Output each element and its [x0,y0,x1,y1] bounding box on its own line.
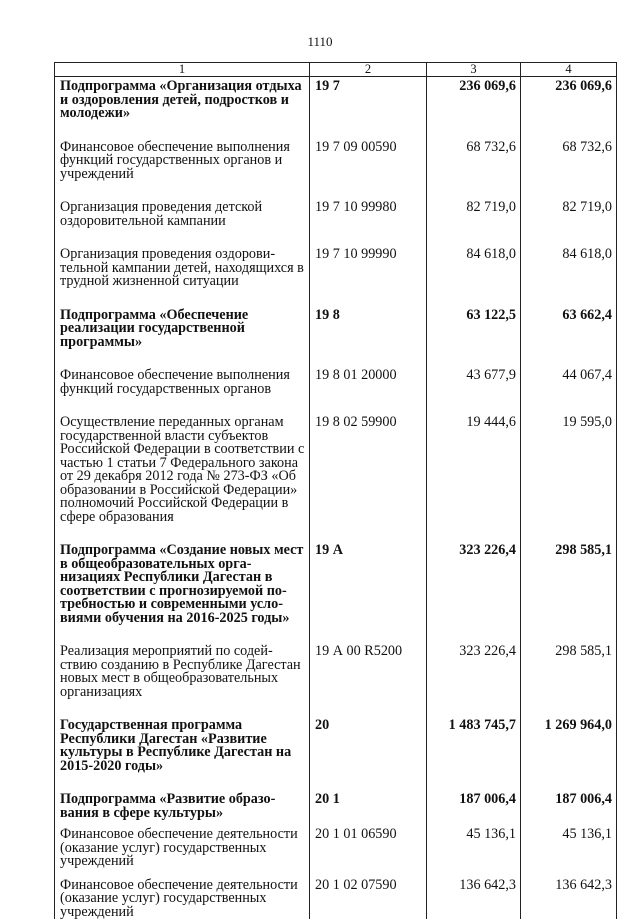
row-code-cell: 19 7 [310,77,427,141]
row-value-2019-cell: 63 122,5 [427,309,521,370]
row-value-2019-cell: 1 483 745,7 [427,719,521,793]
row-code-cell: 19 8 02 59900 [310,416,427,544]
row-name-cell: Финансовое обеспечение деятельности (оказание услуг) государственных учреждений [55,828,310,879]
page-number: 1110 [307,34,333,49]
row-name-cell: Организация проведения детской оздоровительной кампании [55,201,310,248]
budget-table-container [54,62,616,919]
row-name-cell: Подпрограмма «Создание новых мест в общеобразовательных организациях Республики Дагестан в соответствии с прогнозируемой потребностью и современными условиями обучения на 2016-2025 годы» [55,544,310,645]
row-value-2020-cell: 19 595,0 [521,416,617,544]
row-value-2020-cell: 236 069,6 [521,77,617,141]
row-value-2020-cell: 298 585,1 [521,645,617,719]
table-row [55,77,617,141]
table-row [55,544,617,645]
row-value-2020-cell: 298 585,1 [521,544,617,645]
table-row [55,645,617,719]
table-row [55,309,617,370]
row-code-cell: 19 А 00 R5200 [310,645,427,719]
row-value-2020-cell: 136 642,3 [521,879,617,920]
row-name-cell: Подпрограмма «Организация отдыха и оздоровления детей, подростков и молодежи» [55,77,310,141]
table-row [55,719,617,793]
row-value-2020-cell: 1 269 964,0 [521,719,617,793]
row-value-2019-cell: 136 642,3 [427,879,521,920]
table-row [55,793,617,828]
row-value-2019-cell: 68 732,6 [427,141,521,202]
row-value-2020-cell: 84 618,0 [521,248,617,309]
row-value-2019-cell: 43 677,9 [427,369,521,416]
column-header-1: 1 [55,63,310,77]
row-value-2020-cell: 44 067,4 [521,369,617,416]
table-body [55,77,617,920]
table-row [55,201,617,248]
row-code-cell: 19 8 [310,309,427,370]
row-code-cell: 20 1 02 07590 [310,879,427,920]
row-name-cell: Подпрограмма «Обеспечение реализации государственной программы» [55,309,310,370]
table-row [55,369,617,416]
row-name-cell: Реализация мероприятий по содействию созданию в Республике Дагестан новых мест в общеобразовательных организациях [55,645,310,719]
row-code-cell: 20 1 [310,793,427,828]
row-name-cell: Подпрограмма «Развитие образования в сфере культуры» [55,793,310,828]
column-header-4: 4 [521,63,617,77]
row-code-cell: 19 7 10 99980 [310,201,427,248]
row-value-2020-cell: 187 006,4 [521,793,617,828]
row-name-cell: Финансовое обеспечение выполнения функций государственных органов [55,369,310,416]
row-value-2020-cell: 63 662,4 [521,309,617,370]
table-row [55,248,617,309]
row-value-2020-cell: 82 719,0 [521,201,617,248]
row-code-cell: 19 7 10 99990 [310,248,427,309]
row-value-2020-cell: 68 732,6 [521,141,617,202]
table-row [55,416,617,544]
row-code-cell: 20 [310,719,427,793]
table-header [55,63,617,77]
row-code-cell: 19 7 09 00590 [310,141,427,202]
row-name-cell: Осуществление переданных органам государственной власти субъектов Российской Федерации в соответствии с частью 1 статьи 7 Федерального закона от 29 декабря 2012 года № 273-ФЗ «Об образовании в Российской Федерации» полномочий Российской Федерации в сфере образования [55,416,310,544]
row-code-cell: 20 1 01 06590 [310,828,427,879]
row-value-2019-cell: 236 069,6 [427,77,521,141]
column-header-2: 2 [310,63,427,77]
row-value-2019-cell: 84 618,0 [427,248,521,309]
row-code-cell: 19 А [310,544,427,645]
row-name-cell: Финансовое обеспечение выполнения функций государственных органов и учреждений [55,141,310,202]
table-row [55,879,617,920]
row-value-2019-cell: 323 226,4 [427,645,521,719]
row-value-2019-cell: 45 136,1 [427,828,521,879]
row-value-2019-cell: 19 444,6 [427,416,521,544]
table-row [55,828,617,879]
row-code-cell: 19 8 01 20000 [310,369,427,416]
budget-table [54,62,617,919]
row-value-2019-cell: 323 226,4 [427,544,521,645]
column-header-3: 3 [427,63,521,77]
row-value-2020-cell: 45 136,1 [521,828,617,879]
row-name-cell: Организация проведения оздоровительной кампании детей, находящихся в трудной жизненной ситуации [55,248,310,309]
row-value-2019-cell: 82 719,0 [427,201,521,248]
row-name-cell: Финансовое обеспечение деятельности (оказание услуг) государственных учреждений [55,879,310,920]
row-value-2019-cell: 187 006,4 [427,793,521,828]
table-row [55,141,617,202]
row-name-cell: Государственная программа Республики Дагестан «Развитие культуры в Республике Дагестан на 2015-2020 годы» [55,719,310,793]
